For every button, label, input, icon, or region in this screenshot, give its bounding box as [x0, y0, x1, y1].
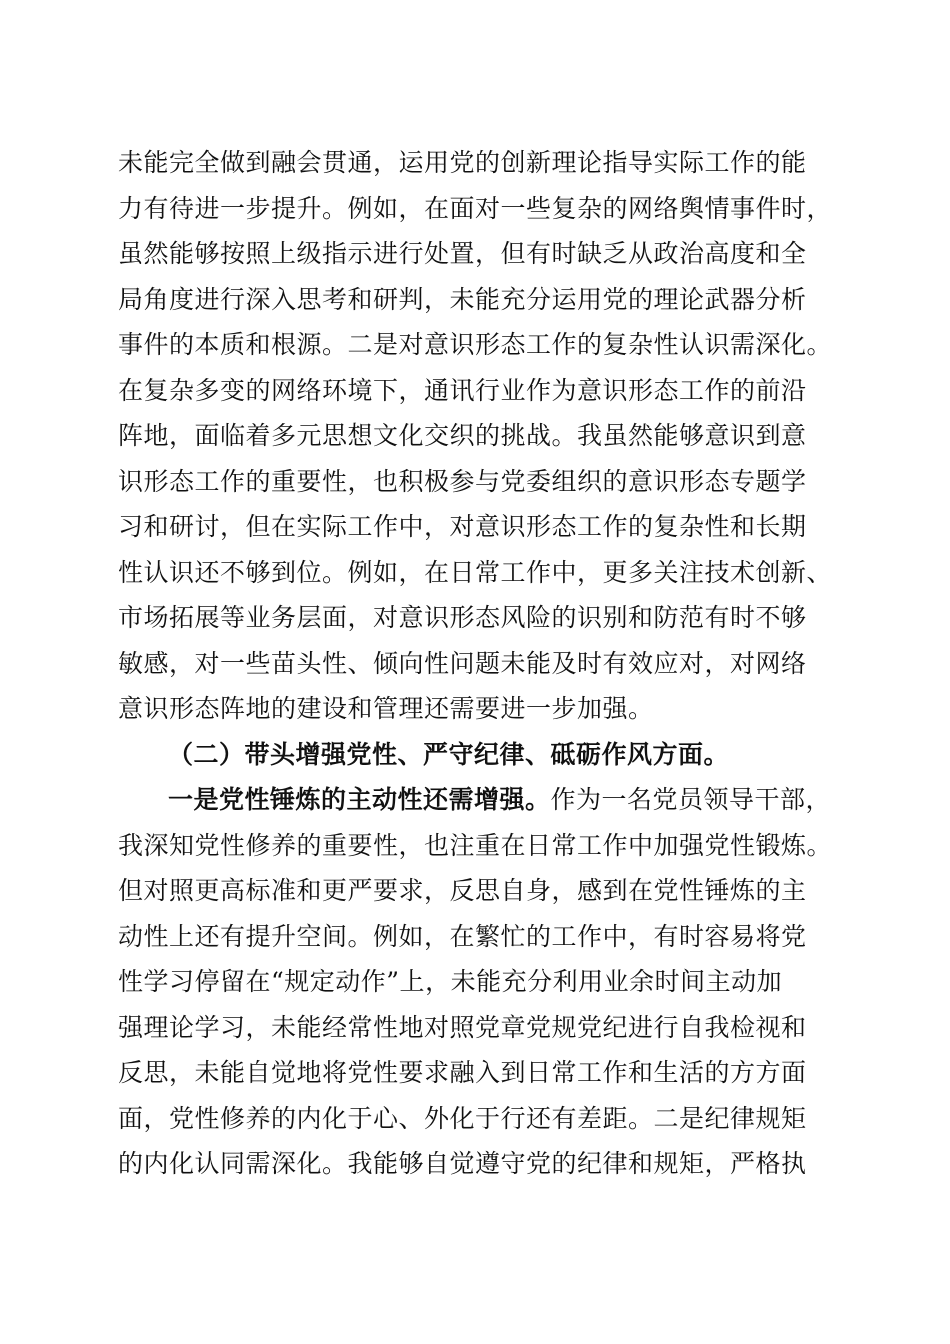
- text-line: 识形态工作的重要性，也积极参与党委组织的意识形态专题学: [118, 466, 807, 496]
- text-line: 局角度进行深入思考和研判，未能充分运用党的理论武器分析: [118, 284, 807, 314]
- text-line: 虽然能够按照上级指示进行处置，但有时缺乏从政治高度和全: [118, 239, 807, 268]
- paragraph-first-line-rest: 作为一名党员领导干部，: [550, 785, 832, 814]
- text-line: 但对照更高标准和更严要求，反思自身，感到在党性锤炼的主: [118, 876, 807, 905]
- text-line: 的内化认同需深化。我能够自觉遵守党的纪律和规矩，严格执: [118, 1149, 807, 1178]
- paragraph-lead-phrase: 一是党性锤炼的主动性还需增强。: [168, 785, 551, 814]
- text-line: 敏感，对一些苗头性、倾向性问题未能及时有效应对，对网络: [118, 648, 807, 678]
- text-line: 动性上还有提升空间。例如，在繁忙的工作中，有时容易将党: [118, 921, 807, 951]
- text-line: 意识形态阵地的建设和管理还需要进一步加强。: [118, 694, 654, 723]
- text-line: 我深知党性修养的重要性，也注重在日常工作中加强党性锻炼。: [118, 830, 833, 860]
- text-line: 力有待进一步提升。例如，在面对一些复杂的网络舆情事件时，: [118, 193, 833, 223]
- text-line: 在复杂多变的网络环境下，通讯行业作为意识形态工作的前沿: [118, 375, 807, 405]
- document-body: [118, 140, 838, 1187]
- section-heading: （二）带头增强党性、严守纪律、砥砺作风方面。: [168, 739, 730, 769]
- text-line: 市场拓展等业务层面，对意识形态风险的识别和防范有时不够: [118, 603, 807, 632]
- text-line: 面，党性修养的内化于心、外化于行还有差距。二是纪律规矩: [118, 1103, 807, 1133]
- text-line: 性学习停留在“规定动作”上，未能充分利用业余时间主动加: [118, 967, 783, 996]
- paragraph-first-line: [118, 777, 838, 823]
- text-line: 强理论学习，未能经常性地对照党章党规党纪进行自我检视和: [118, 1012, 807, 1042]
- text-line: 习和研讨，但在实际工作中，对意识形态工作的复杂性和长期: [118, 512, 807, 541]
- text-line: 性认识还不够到位。例如，在日常工作中，更多关注技术创新、: [118, 557, 833, 587]
- text-line: 反思，未能自觉地将党性要求融入到日常工作和生活的方方面: [118, 1058, 807, 1087]
- text-line: 阵地，面临着多元思想文化交织的挑战。我虽然能够意识到意: [118, 421, 807, 450]
- text-line: 未能完全做到融会贯通，运用党的创新理论指导实际工作的能: [118, 148, 807, 177]
- text-line: 事件的本质和根源。二是对意识形态工作的复杂性认识需深化。: [118, 330, 833, 359]
